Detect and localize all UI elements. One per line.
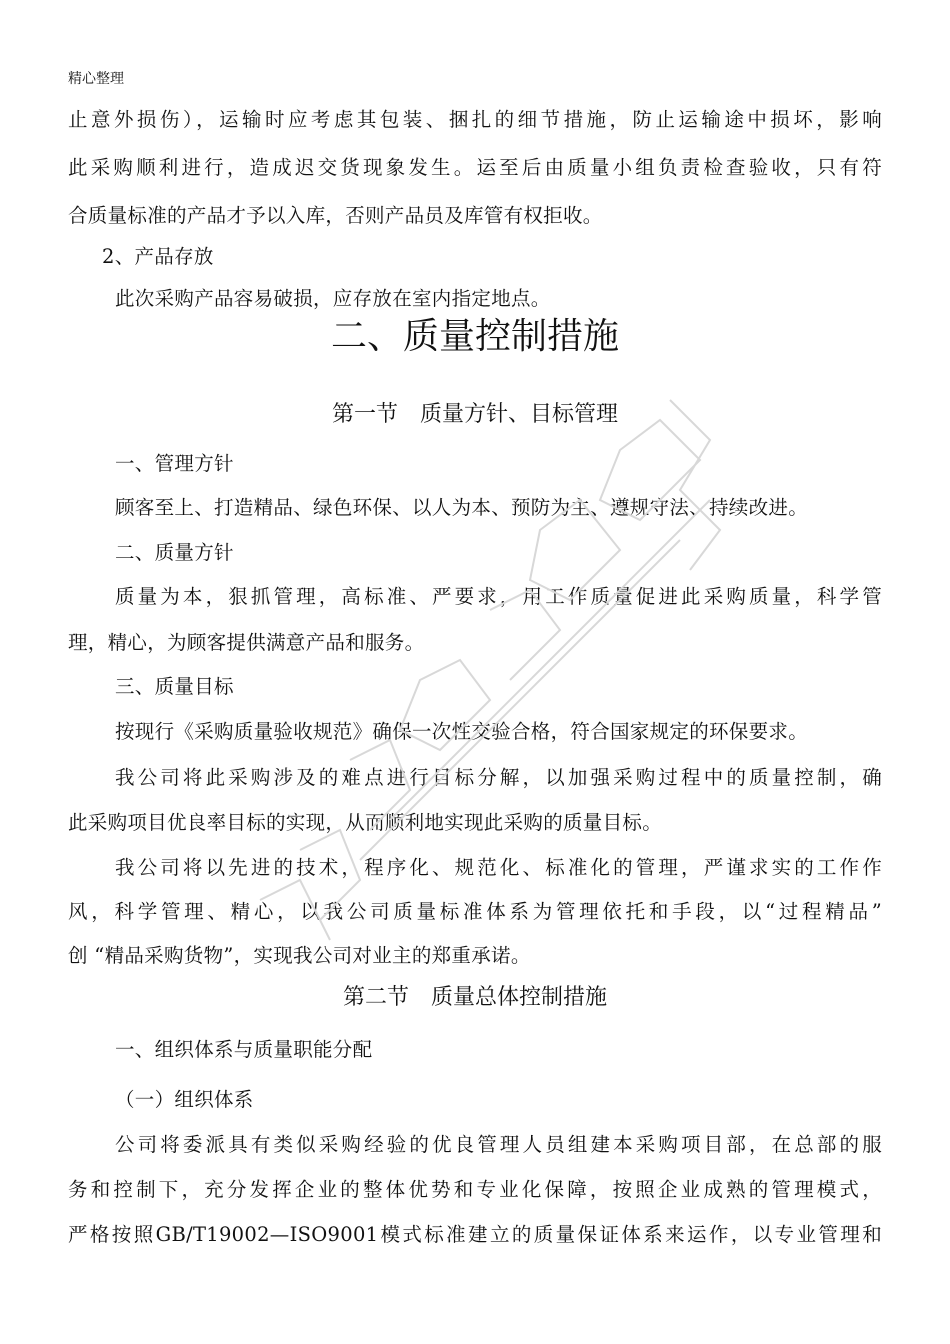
subheading: 一、组织体系与质量职能分配 xyxy=(115,1038,373,1061)
subheading: 三、质量目标 xyxy=(115,675,234,698)
section-heading: 第二节 质量总体控制措施 xyxy=(342,985,607,1010)
body-line: 我公司将以先进的技术，程序化、规范化、标准化的管理，严谨求实的工作作 xyxy=(115,856,882,879)
body-line: 止意外损伤），运输时应考虑其包装、捆扎的细节措施，防止运输途中损坏，影响 xyxy=(68,108,882,131)
page-title: 二、质量控制措施 xyxy=(330,316,619,357)
body-line: 创 “精品采购货物”，实现我公司对业主的郑重承诺。 xyxy=(68,944,531,967)
body-line: 理，精心，为顾客提供满意产品和服务。 xyxy=(68,631,425,654)
body-line: 严格按照GB/T19002—ISO9001模式标准建立的质量保证体系来运作，以专业管理和 xyxy=(68,1223,882,1246)
section-heading: 第一节 质量方针、目标管理 xyxy=(331,402,618,427)
body-line: 我公司将此采购涉及的难点进行目标分解，以加强采购过程中的质量控制，确 xyxy=(115,766,882,789)
body-line: 公司将委派具有类似采购经验的优良管理人员组建本采购项目部，在总部的服 xyxy=(115,1133,882,1156)
body-line: 此次采购产品容易破损，应存放在室内指定地点。 xyxy=(115,287,551,310)
subheading: （一）组织体系 xyxy=(115,1088,254,1111)
body-line: 质量为本，狠抓管理，高标准、严要求，用工作质量促进此采购质量，科学管 xyxy=(115,585,882,608)
page-header: 精心整理 xyxy=(68,71,124,87)
body-line: 此采购顺利进行，造成迟交货现象发生。运至后由质量小组负责检查验收，只有符 xyxy=(68,156,882,179)
subheading: 二、质量方针 xyxy=(115,541,234,564)
body-line: 务和控制下，充分发挥企业的整体优势和专业化保障，按照企业成熟的管理模式， xyxy=(68,1178,882,1201)
body-line: 此采购项目优良率目标的实现，从而顺利地实现此采购的质量目标。 xyxy=(68,811,663,834)
body-line: 风，科学管理、精心，以我公司质量标准体系为管理依托和手段，以“过程精品” xyxy=(68,900,882,923)
body-line: 顾客至上、打造精品、绿色环保、以人为本、预防为主、遵规守法、持续改进。 xyxy=(115,496,809,519)
list-heading: 2、产品存放 xyxy=(102,245,214,268)
body-line: 按现行《采购质量验收规范》确保一次性交验合格，符合国家规定的环保要求。 xyxy=(115,720,809,743)
subheading: 一、管理方针 xyxy=(115,452,234,475)
body-line: 合质量标准的产品才予以入库，否则产品员及库管有权拒收。 xyxy=(68,204,603,227)
